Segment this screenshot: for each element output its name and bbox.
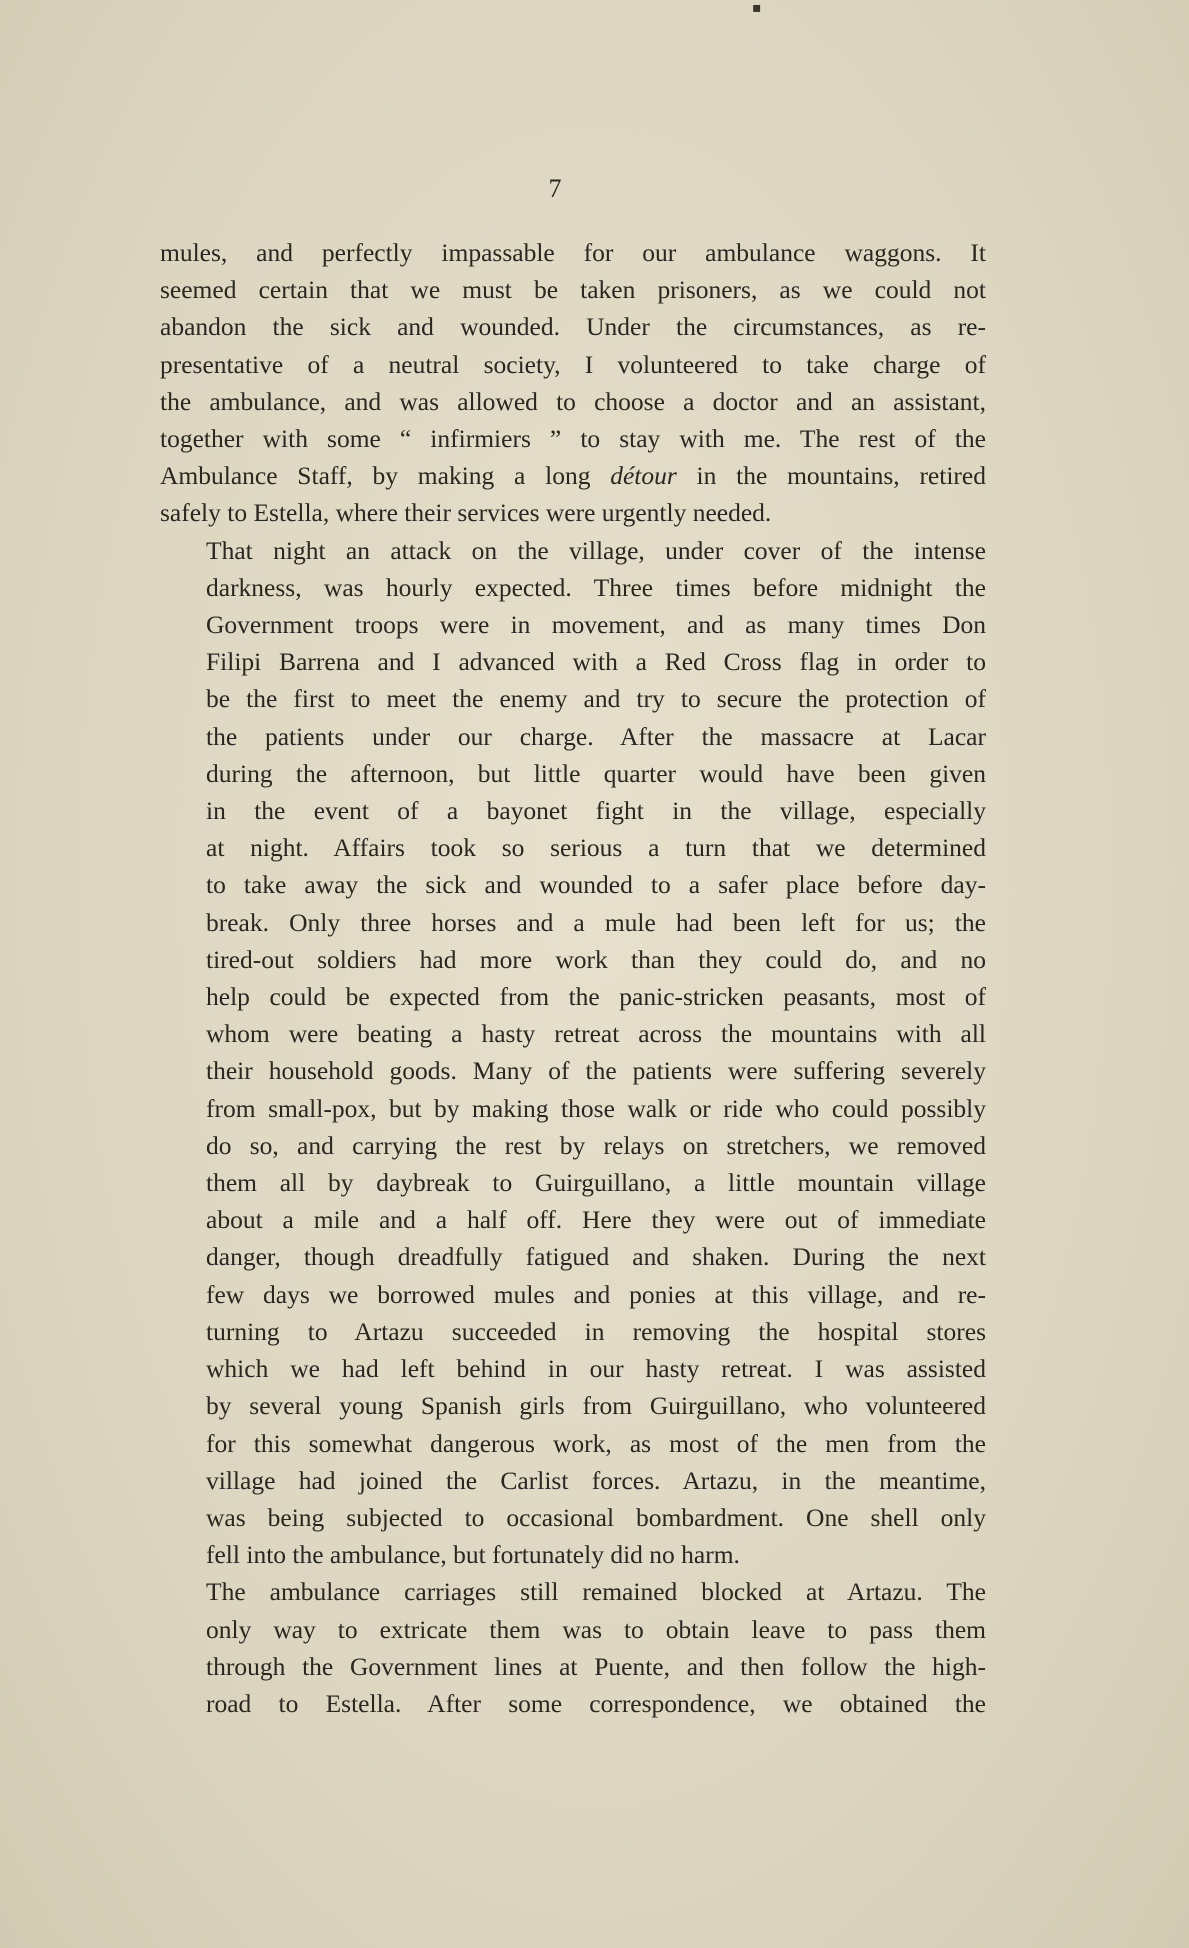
text-line: safely to Estella, where their services were urgently needed. <box>160 498 772 528</box>
text-line: at night. Affairs took so serious a turn that we determined <box>206 833 986 863</box>
text-line: seemed certain that we must be taken prisoners, as we could not <box>160 275 986 305</box>
text-line: The ambulance carriages still remained blocked at Artazu. The <box>206 1577 986 1607</box>
text-line: tired-out soldiers had more work than they could do, and no <box>206 944 986 974</box>
text-line: was being subjected to occasional bombardment. One shell only <box>206 1502 986 1532</box>
text-line: the patients under our charge. After the massacre at Lacar <box>206 721 986 751</box>
text-line: by several young Spanish girls from Guirguillano, who volunteered <box>206 1391 986 1421</box>
text-line: Ambulance Staff, by making a long détour in the mountains, retired <box>160 461 986 491</box>
text-line: abandon the sick and wounded. Under the circumstances, as re- <box>160 312 986 342</box>
text-line: the ambulance, and was allowed to choose a doctor and an assistant, <box>160 386 986 416</box>
text-line: do so, and carrying the rest by relays on stretchers, we removed <box>206 1130 986 1160</box>
text-line: together with some “ infirmiers ” to stay with me. The rest of the <box>160 424 986 454</box>
text-line: village had joined the Carlist forces. Artazu, in the meantime, <box>206 1465 986 1495</box>
paragraph <box>160 532 986 1574</box>
paragraph <box>160 234 986 532</box>
text-line: which we had left behind in our hasty retreat. I was assisted <box>206 1354 986 1384</box>
text-line: presentative of a neutral society, I volunteered to take charge of <box>160 349 986 379</box>
text-line: be the first to meet the enemy and try to secure the protection of <box>206 684 986 714</box>
text-line: them all by daybreak to Guirguillano, a little mountain village <box>206 1168 986 1198</box>
text-line: Government troops were in movement, and as many times Don <box>206 610 986 640</box>
text-line: through the Government lines at Puente, and then follow the high- <box>206 1651 986 1681</box>
text-line: for this somewhat dangerous work, as most of the men from the <box>206 1428 986 1458</box>
text-line: road to Estella. After some correspondence, we obtained the <box>206 1688 986 1718</box>
text-line: about a mile and a half off. Here they were out of immediate <box>206 1205 986 1235</box>
text-line: That night an attack on the village, under cover of the intense <box>206 535 986 565</box>
text-line: their household goods. Many of the patients were suffering severely <box>206 1056 986 1086</box>
text-line: whom were beating a hasty retreat across the mountains with all <box>206 1019 986 1049</box>
page-number: 7 <box>548 174 562 203</box>
text-line: in the event of a bayonet fight in the village, especially <box>206 796 986 826</box>
text-line: help could be expected from the panic-stricken peasants, most of <box>206 982 986 1012</box>
text-line: mules, and perfectly impassable for our ambulance waggons. It <box>160 238 986 267</box>
text-line: danger, though dreadfully fatigued and shaken. During the next <box>206 1242 986 1272</box>
text-line: fell into the ambulance, but fortunately did no harm. <box>206 1540 740 1570</box>
text-line: darkness, was hourly expected. Three times before midnight the <box>206 572 986 602</box>
body-text <box>160 234 986 1722</box>
paragraph <box>160 1573 986 1722</box>
text-line: few days we borrowed mules and ponies at this village, and re- <box>206 1279 986 1309</box>
text-line: from small-pox, but by making those walk or ride who could possibly <box>206 1093 986 1123</box>
italic-word: détour <box>610 461 677 491</box>
text-line: turning to Artazu succeeded in removing the hospital stores <box>206 1316 986 1346</box>
text-line: Filipi Barrena and I advanced with a Red Cross flag in order to <box>206 647 986 677</box>
text-line: only way to extricate them was to obtain leave to pass them <box>206 1614 986 1644</box>
ink-speck: ▪ <box>752 0 762 16</box>
text-line: to take away the sick and wounded to a safer place before day- <box>206 870 986 900</box>
text-line: break. Only three horses and a mule had been left for us; the <box>206 907 986 937</box>
text-line: during the afternoon, but little quarter would have been given <box>206 758 986 788</box>
